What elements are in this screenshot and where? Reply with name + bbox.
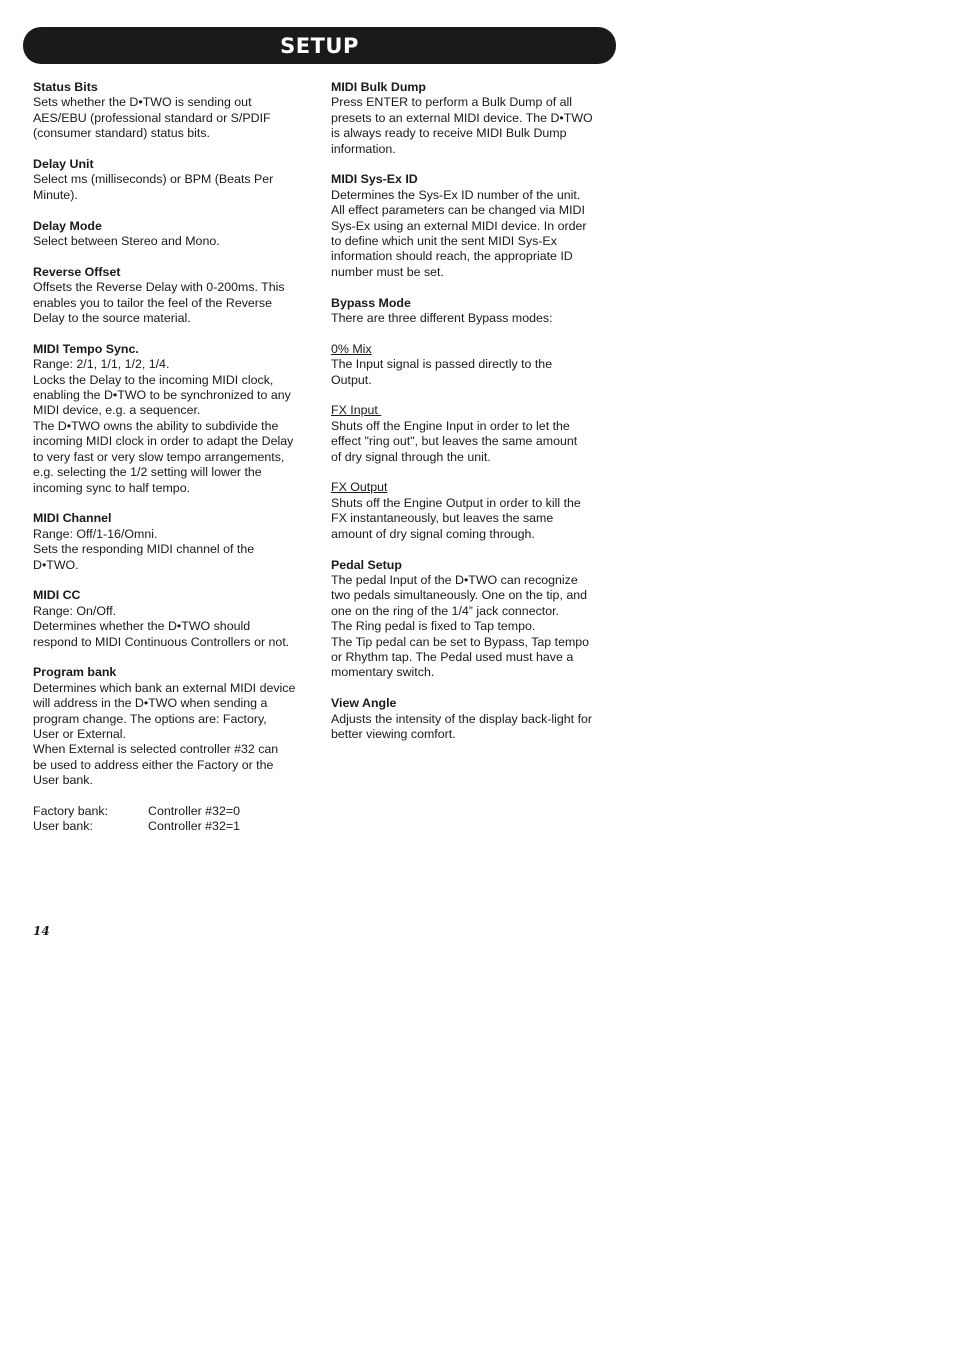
text-line: be used to address either the Factory or the [33, 757, 274, 772]
text-line: incoming MIDI clock in order to adapt the Delay [33, 434, 294, 449]
section-pedal-setup [331, 558, 609, 681]
text-line: Determines whether the D•TWO should [33, 619, 251, 634]
section-midi-channel [33, 511, 311, 573]
section-heading: View Angle [331, 696, 397, 711]
text-line: All effect parameters can be changed via MIDI [331, 203, 585, 218]
bank-value: Controller #32=0 [148, 803, 240, 818]
text-line: Select between Stereo and Mono. [33, 234, 220, 249]
section-bypass-mode [331, 296, 609, 327]
right-column [331, 80, 609, 758]
text-line: information should reach, the appropriate ID [331, 249, 573, 264]
text-line: to define which unit the sent MIDI Sys-Ex [331, 234, 557, 249]
section-heading: Delay Mode [33, 218, 102, 233]
text-line: Sets the responding MIDI channel of the [33, 542, 255, 557]
section-fx-output [331, 480, 609, 542]
text-line: amount of dry signal coming through. [331, 526, 535, 541]
text-line: The Tip pedal can be set to Bypass, Tap tempo [331, 634, 590, 649]
text-line: presets to an external MIDI device. The D•TWO [331, 110, 593, 125]
text-line: information. [331, 141, 396, 156]
text-line: Shuts off the Engine Output in order to kill the [331, 495, 581, 510]
text-line: Press ENTER to perform a Bulk Dump of all [331, 95, 573, 110]
section-view-angle [331, 696, 609, 742]
section-heading: MIDI Channel [33, 511, 112, 526]
text-line: incoming sync to half tempo. [33, 480, 191, 495]
text-line: The pedal Input of the D•TWO can recognize [331, 572, 578, 587]
text-line: User or External. [33, 726, 126, 741]
header-bar [23, 27, 616, 64]
section-fx-input [331, 403, 609, 465]
section-heading: Delay Unit [33, 157, 94, 172]
text-line: Sets whether the D•TWO is sending out [33, 95, 252, 110]
text-line: effect "ring out", but leaves the same amount [331, 434, 578, 449]
text-line: program change. The options are: Factory, [33, 711, 267, 726]
text-line: e.g. selecting the 1/2 setting will lower the [33, 465, 262, 480]
section-heading: MIDI Sys-Ex ID [331, 172, 418, 187]
section-heading: MIDI CC [33, 588, 81, 603]
text-line: AES/EBU (professional standard or S/PDIF [33, 110, 271, 125]
section-midi-tempo-sync [33, 342, 311, 496]
section-0-mix [331, 342, 609, 388]
text-line: is always ready to receive MIDI Bulk Dump [331, 126, 567, 141]
section-delay-mode [33, 219, 311, 250]
text-line: MIDI device, e.g. a sequencer. [33, 403, 201, 418]
bank-row [33, 804, 311, 819]
text-line: Output. [331, 372, 372, 387]
section-heading: Status Bits [33, 80, 98, 94]
bank-value: Controller #32=1 [148, 819, 240, 834]
text-line: Range: Off/1-16/Omni. [33, 526, 158, 541]
text-line: Adjusts the intensity of the display back-light for [331, 711, 593, 726]
text-line: Offsets the Reverse Delay with 0-200ms. This [33, 280, 285, 295]
section-heading: MIDI Bulk Dump [331, 80, 426, 94]
text-line: Sys-Ex using an external MIDI device. In order [331, 218, 587, 233]
section-midi-bulk-dump [331, 80, 609, 157]
bank-label: User bank: [33, 819, 93, 834]
section-status-bits [33, 80, 311, 142]
text-line: respond to MIDI Continuous Controllers or not. [33, 634, 290, 649]
text-line: Shuts off the Engine Input in order to let the [331, 418, 570, 433]
left-column [33, 80, 311, 850]
text-line: to very fast or very slow tempo arrangements, [33, 449, 285, 464]
text-line: Locks the Delay to the incoming MIDI clock, [33, 372, 274, 387]
text-line: momentary switch. [331, 665, 435, 680]
text-line: or Rhythm tap. The Pedal used must have a [331, 649, 574, 664]
text-line: two pedals simultaneously. One on the tip, and [331, 588, 587, 603]
text-line: The D•TWO owns the ability to subdivide the [33, 418, 279, 433]
text-line: When External is selected controller #32 can [33, 742, 279, 757]
text-line: (consumer standard) status bits. [33, 126, 210, 141]
section-heading: Reverse Offset [33, 264, 121, 279]
text-line: The Input signal is passed directly to the [331, 357, 553, 372]
text-line: enabling the D•TWO to be synchronized to any [33, 388, 291, 403]
subsection-heading: 0% Mix [331, 341, 372, 356]
text-line: Determines which bank an external MIDI device [33, 680, 296, 695]
text-line: better viewing comfort. [331, 726, 456, 741]
text-line: Range: 2/1, 1/1, 1/2, 1/4. [33, 357, 170, 372]
section-midi-cc [33, 588, 311, 650]
subsection-heading: FX Output [331, 480, 388, 495]
bank-row [33, 819, 311, 834]
text-line: number must be set. [331, 264, 444, 279]
text-line: enables you to tailor the feel of the Reverse [33, 295, 273, 310]
text-line: The Ring pedal is fixed to Tap tempo. [331, 619, 536, 634]
section-heading: Program bank [33, 665, 117, 680]
bank-table [33, 804, 311, 835]
text-line: User bank. [33, 773, 93, 788]
text-line: will address in the D•TWO when sending a [33, 696, 268, 711]
text-line: There are three different Bypass modes: [331, 311, 553, 326]
section-delay-unit [33, 157, 311, 203]
text-line: Select ms (milliseconds) or BPM (Beats Per [33, 172, 274, 187]
page-number: 14 [33, 924, 50, 938]
text-line: Range: On/Off. [33, 603, 117, 618]
text-line: Minute). [33, 187, 78, 202]
text-line: of dry signal through the unit. [331, 449, 491, 464]
section-midi-sys-ex-id [331, 172, 609, 280]
bank-label: Factory bank: [33, 803, 109, 818]
page-title: SETUP [280, 34, 359, 58]
text-line: FX instantaneously, but leaves the same [331, 511, 554, 526]
text-line: Delay to the source material. [33, 311, 191, 326]
subsection-heading: FX Input [331, 403, 382, 418]
section-program-bank [33, 665, 311, 788]
section-reverse-offset [33, 265, 311, 327]
text-line: one on the ring of the 1/4” jack connector. [331, 603, 559, 618]
section-heading: Bypass Mode [331, 295, 411, 310]
section-heading: MIDI Tempo Sync. [33, 341, 139, 356]
text-line: Determines the Sys-Ex ID number of the unit. [331, 187, 581, 202]
text-line: D•TWO. [33, 557, 79, 572]
section-heading: Pedal Setup [331, 557, 402, 572]
